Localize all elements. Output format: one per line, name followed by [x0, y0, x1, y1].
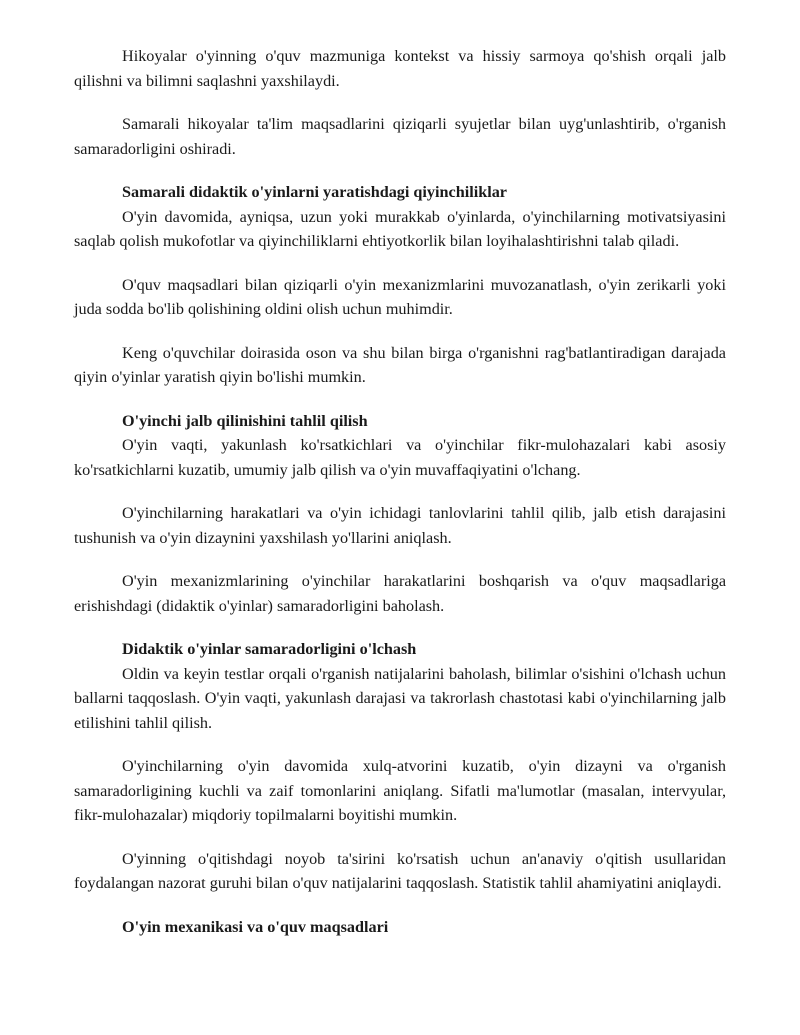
effectiveness-paragraph-3: O'yinning o'qitishdagi noyob ta'sirini ko'rsatish uchun an'anaviy o'qitish usullaridan foydalangan nazorat guruhi bilan o'quv natijalarini taqqoslash. Statistik tahlil ahamiyatini aniqlaydi.: [74, 849, 726, 892]
document-page: [74, 44, 726, 939]
intro-paragraph-2: Samarali hikoyalar ta'lim maqsadlarini qiziqarli syujetlar bilan uyg'unlashtirib, o'rganish samaradorligini oshiradi.: [74, 115, 726, 158]
challenges-paragraph-1: O'yin davomida, ayniqsa, uzun yoki murakkab o'yinlarda, o'yinchilarning motivatsiyasini saqlab qolish mukofotlar va qiyinchiliklarni ehtiyotkorlik bilan loyihalashtirishni talab qiladi.: [74, 207, 726, 250]
intro-paragraph-1: Hikoyalar o'yinning o'quv mazmuniga kontekst va hissiy sarmoya qo'shish orqali jalb qilishni va bilimni saqlashni yaxshilaydi.: [74, 47, 726, 90]
section-heading-effectiveness: Didaktik o'yinlar samaradorligini o'lchash: [122, 640, 417, 658]
effectiveness-paragraph-1: Oldin va keyin testlar orqali o'rganish natijalarini baholash, bilimlar o'sishini o'lchash uchun ballarni taqqoslash. O'yin vaqti, yakunlash darajasi va takrorlash chastotasi kabi o'yinchilarning jalb etilishini tahlil qilish.: [74, 664, 726, 732]
effectiveness-paragraph-2: O'yinchilarning o'yin davomida xulq-atvorini kuzatib, o'yin dizayni va o'rganish samaradorligining kuchli va zaif tomonlarini aniqlang. Sifatli ma'lumotlar (masalan, intervyular, fikr-mulohazalar) miqdoriy topilmalarni boyitishi mumkin.: [74, 757, 726, 824]
section-heading-challenges: Samarali didaktik o'yinlarni yaratishdagi qiyinchiliklar: [122, 183, 507, 201]
engagement-paragraph-2: O'yinchilarning harakatlari va o'yin ichidagi tanlovlarini tahlil qilib, jalb etish darajasini tushunish va o'yin dizaynini yaxshilash yo'llarini aniqlash.: [74, 504, 726, 547]
challenges-paragraph-2: O'quv maqsadlari bilan qiziqarli o'yin mexanizmlarini muvozanatlash, o'yin zerikarli yoki juda sodda bo'lib qolishining oldini olish uchun muhimdir.: [74, 275, 726, 318]
section-heading-mechanics: O'yin mexanikasi va o'quv maqsadlari: [122, 917, 389, 936]
engagement-paragraph-3: O'yin mexanizmlarining o'yinchilar harakatlarini boshqarish va o'quv maqsadlariga erishishdagi (didaktik o'yinlar) samaradorligini baholash.: [74, 572, 726, 615]
engagement-paragraph-1: O'yin vaqti, yakunlash ko'rsatkichlari va o'yinchilar fikr-mulohazalari kabi asosiy ko'rsatkichlarni kuzatib, umumiy jalb qilish va o'yin muvaffaqiyatini o'lchang.: [74, 436, 726, 479]
section-heading-engagement: O'yinchi jalb qilinishini tahlil qilish: [122, 411, 368, 430]
challenges-paragraph-3: Keng o'quvchilar doirasida oson va shu bilan birga o'rganishni rag'batlantiradigan darajada qiyin o'yinlar yaratish qiyin bo'lishi mumkin.: [74, 343, 726, 386]
